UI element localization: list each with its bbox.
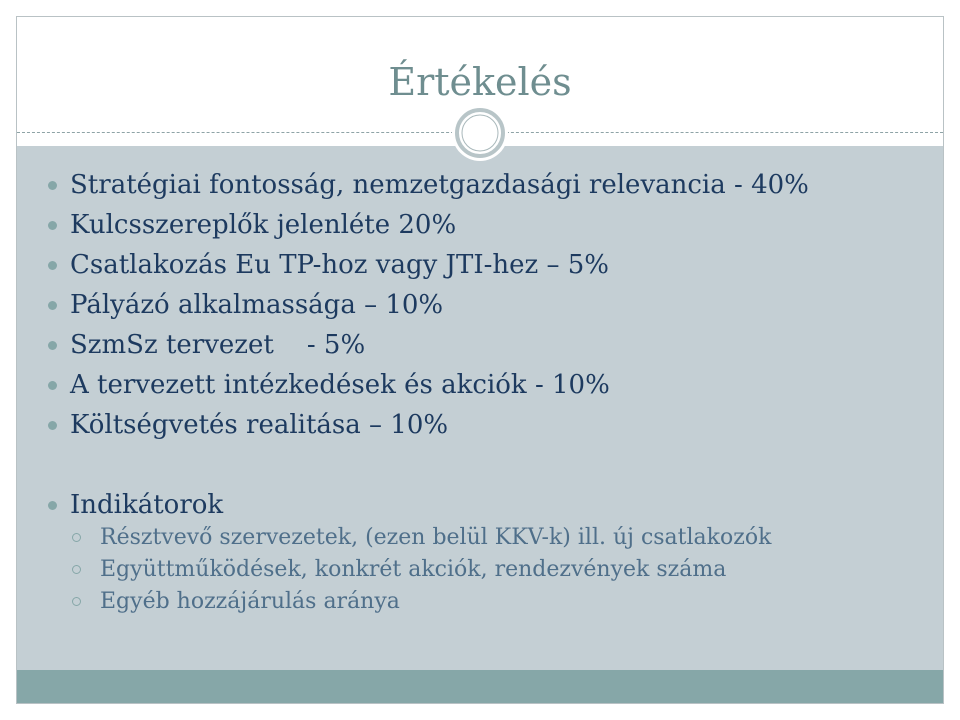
sub-bullet-list xyxy=(70,522,930,618)
ring-bullet-icon xyxy=(72,565,81,574)
sub-list-item xyxy=(70,522,930,554)
bullet-icon xyxy=(48,301,57,310)
sub-list-item xyxy=(70,554,930,586)
ring-bullet-icon xyxy=(72,597,81,606)
list-item xyxy=(36,325,936,365)
list-item xyxy=(36,245,936,285)
sub-list-item xyxy=(70,586,930,618)
list-item-empty xyxy=(36,445,936,485)
ring-bullet-icon xyxy=(72,533,81,542)
bullet-list xyxy=(36,165,936,525)
bullet-icon xyxy=(48,261,57,270)
sub-list-item-text: Egyéb hozzájárulás aránya xyxy=(100,589,400,614)
bullet-icon xyxy=(48,221,57,230)
list-item-text: Stratégiai fontosság, nemzetgazdasági relevancia - 40% xyxy=(70,170,809,200)
list-item-text: Csatlakozás Eu TP-hoz vagy JTI-hez – 5% xyxy=(70,250,609,280)
bullet-icon xyxy=(48,181,57,190)
bullet-icon xyxy=(48,501,57,510)
list-item xyxy=(36,405,936,445)
bullet-icon xyxy=(48,421,57,430)
list-item xyxy=(36,285,936,325)
circle-ornament-icon xyxy=(450,103,510,163)
slide-title: Értékelés xyxy=(388,60,572,104)
bullet-icon xyxy=(48,341,57,350)
list-item xyxy=(36,365,936,405)
bullet-icon xyxy=(48,381,57,390)
list-item-text: Indikátorok xyxy=(70,490,224,520)
list-item-text: Pályázó alkalmassága – 10% xyxy=(70,290,444,320)
sub-list-item-text: Résztvevő szervezetek, (ezen belül KKV-k) ill. új csatlakozók xyxy=(100,525,772,550)
list-item-text: SzmSz tervezet - 5% xyxy=(70,330,366,360)
list-item xyxy=(36,205,936,245)
list-item-text: A tervezett intézkedések és akciók - 10% xyxy=(70,370,610,400)
list-item xyxy=(36,165,936,205)
list-item xyxy=(36,485,936,525)
sub-list-item-text: Együttműködések, konkrét akciók, rendezvények száma xyxy=(100,557,727,582)
list-item-text: Költségvetés realitása – 10% xyxy=(70,410,449,440)
list-item-text: Kulcsszereplők jelenléte 20% xyxy=(70,210,457,240)
footer-bar xyxy=(17,670,943,703)
